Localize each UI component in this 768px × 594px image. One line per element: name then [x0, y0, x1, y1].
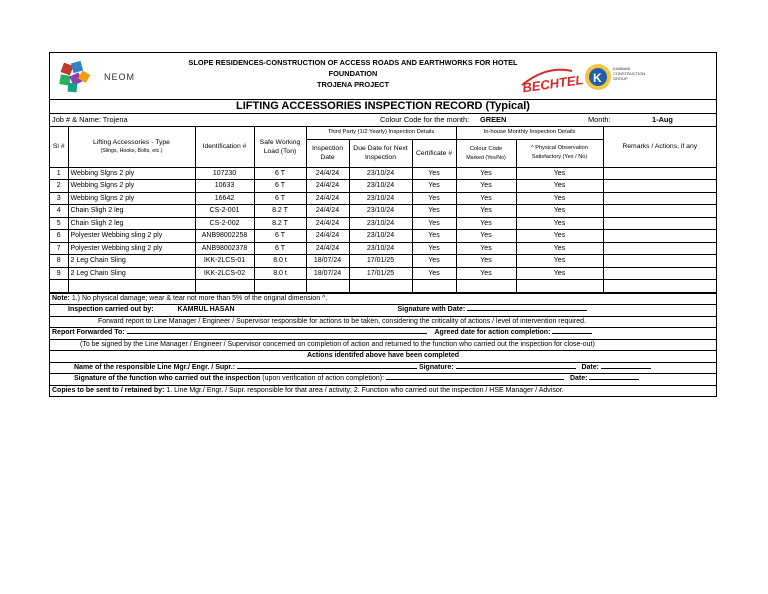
agreed-date-blank — [552, 333, 592, 334]
signed-by-line — [50, 339, 716, 351]
row-colour-code-cell: Yes — [456, 267, 516, 280]
col-header-colour-code-sub: Marked (Yes/No) — [466, 154, 506, 161]
table-row — [50, 267, 716, 280]
inspection-rows — [50, 167, 716, 280]
row-due-date-cell: 17/01/25 — [349, 255, 412, 268]
row-identification-cell: IKK-2LCS-02 — [195, 267, 254, 280]
colour-code-value: GREEN — [480, 115, 507, 124]
inspection-table — [50, 127, 716, 293]
row-inspection-date-cell: 24/4/24 — [306, 205, 349, 218]
row-certificate-cell: Yes — [412, 217, 456, 230]
kabbani-logo — [583, 61, 663, 95]
function-date-label: Date: — [569, 375, 588, 382]
row-due-date-cell: 23/10/24 — [349, 205, 412, 218]
row-swl-cell: 6 T — [254, 180, 306, 193]
row-type-cell: Polyester Webbing sling 2 ply — [68, 230, 195, 243]
row-type-cell: 2 Leg Chain Sling — [68, 255, 195, 268]
col-header-sl: Sl # — [50, 127, 68, 167]
row-physical-cell: Yes — [516, 255, 603, 268]
row-identification-cell: ANB98002378 — [195, 242, 254, 255]
project-line-3: TROJENA PROJECT — [316, 80, 389, 89]
report-forwarded-line — [50, 327, 716, 339]
row-physical-cell: Yes — [516, 205, 603, 218]
table-row — [50, 180, 716, 193]
col-header-inspection-date: Inspection Date — [306, 139, 349, 167]
neom-wordmark: NEOM — [104, 72, 135, 82]
row-inspection-date-cell: 18/07/24 — [306, 255, 349, 268]
job-name: Job # & Name: Trojena — [52, 115, 128, 124]
row-sl-cell: 5 — [50, 217, 68, 230]
col-header-colour-code-label: Colour Code — [469, 145, 503, 152]
row-swl-cell: 6 T — [254, 167, 306, 180]
function-date-blank — [589, 379, 639, 380]
table-row — [50, 167, 716, 180]
row-colour-code-cell: Yes — [456, 192, 516, 205]
col-header-identification: Identification # — [195, 127, 254, 167]
row-sl-cell: 9 — [50, 267, 68, 280]
row-inspection-date-cell: 18/07/24 — [306, 267, 349, 280]
row-remarks-cell — [603, 180, 716, 193]
row-sl-cell: 7 — [50, 242, 68, 255]
svg-text:BECHTEL: BECHTEL — [521, 71, 585, 96]
row-due-date-cell: 23/10/24 — [349, 167, 412, 180]
col-header-remarks: Remarks / Actions, if any — [603, 127, 716, 167]
row-inspection-date-cell: 24/4/24 — [306, 217, 349, 230]
function-signature-blank — [386, 379, 564, 380]
row-inspection-date-cell: 24/4/24 — [306, 167, 349, 180]
row-swl-cell: 6 T — [254, 230, 306, 243]
line-manager-blank — [237, 368, 417, 369]
row-certificate-cell: Yes — [412, 267, 456, 280]
row-colour-code-cell: Yes — [456, 180, 516, 193]
col-header-colour-code — [456, 139, 516, 167]
table-row — [50, 255, 716, 268]
carried-out-value: KAMRUL HASAN — [156, 305, 328, 317]
row-identification-cell: IKK-2LCS-01 — [195, 255, 254, 268]
row-physical-cell: Yes — [516, 180, 603, 193]
row-type-cell: Webbing Slgns 2 ply — [68, 192, 195, 205]
row-certificate-cell: Yes — [412, 242, 456, 255]
row-sl-cell: 6 — [50, 230, 68, 243]
row-remarks-cell — [603, 255, 716, 268]
row-identification-cell: ANB98002258 — [195, 230, 254, 243]
row-certificate-cell: Yes — [412, 167, 456, 180]
month-label: Month: — [588, 115, 611, 124]
row-certificate-cell: Yes — [412, 180, 456, 193]
row-swl-cell: 8.0 t — [254, 255, 306, 268]
row-sl-cell: 1 — [50, 167, 68, 180]
row-swl-cell: 6 T — [254, 242, 306, 255]
row-physical-cell: Yes — [516, 230, 603, 243]
col-header-type-sub: (Slings, Hooks, Bolts, etc.) — [100, 147, 163, 154]
row-colour-code-cell: Yes — [456, 167, 516, 180]
document-footer — [50, 293, 716, 397]
bechtel-logo-icon — [518, 61, 585, 96]
row-inspection-date-cell: 24/4/24 — [306, 180, 349, 193]
row-inspection-date-cell: 24/4/24 — [306, 230, 349, 243]
table-row — [50, 217, 716, 230]
row-swl-cell: 6 T — [254, 192, 306, 205]
row-identification-cell: CS-2-001 — [195, 205, 254, 218]
kabbani-emblem-icon — [583, 61, 613, 93]
row-type-cell: 2 Leg Chain Sling — [68, 267, 195, 280]
copies-label: Copies to be sent to / retained by: — [52, 386, 164, 398]
inspection-record-sheet — [49, 52, 717, 397]
kabbani-wordmark: KABBANI CONSTRUCTION GROUP — [613, 66, 646, 81]
row-due-date-cell: 23/10/24 — [349, 217, 412, 230]
actions-completed-line — [50, 350, 716, 362]
svg-text:K: K — [593, 71, 602, 85]
agreed-date-label: Agreed date for action completion: — [434, 329, 551, 336]
signed-by-text: (To be signed by the Line Manager / Engineer / Supervisor concerned on completion of action and returned to the function who carried out the inspection for close-out) — [80, 340, 595, 348]
row-type-cell: Chain Sligh 2 leg — [68, 217, 195, 230]
row-physical-cell: Yes — [516, 267, 603, 280]
copies-text: 1. Line Mgr./ Engr. / Supr. responsible for that area / activity; 2. Function who carried out the inspection / HSE Manager / Advisor. — [166, 386, 564, 394]
row-inspection-date-cell: 24/4/24 — [306, 242, 349, 255]
function-signature-line — [50, 373, 716, 385]
row-sl-cell: 4 — [50, 205, 68, 218]
record-title: LIFTING ACCESSORIES INSPECTION RECORD (Typical) — [50, 100, 716, 114]
row-sl-cell: 2 — [50, 180, 68, 193]
row-sl-cell: 8 — [50, 255, 68, 268]
row-remarks-cell — [603, 167, 716, 180]
table-row — [50, 192, 716, 205]
month-value: 1-Aug — [652, 115, 673, 124]
col-header-certificate: Certificate # — [412, 139, 456, 167]
carried-out-line — [50, 304, 716, 316]
signature-label: Signature: — [418, 363, 454, 371]
row-identification-cell: CS-2-002 — [195, 217, 254, 230]
signature-with-date-blank — [467, 310, 587, 311]
table-row — [50, 205, 716, 218]
row-due-date-cell: 23/10/24 — [349, 242, 412, 255]
row-remarks-cell — [603, 217, 716, 230]
row-identification-cell: 16642 — [195, 192, 254, 205]
col-header-type-label: Lifting Accessories - Type — [93, 138, 170, 146]
row-identification-cell: 10633 — [195, 180, 254, 193]
line-manager-line — [50, 362, 716, 374]
row-swl-cell: 8.2 T — [254, 205, 306, 218]
col-header-type — [68, 127, 195, 167]
note-line: Note: 1.) No physical damage; wear & tear not more than 5% of the original dimension ^. — [50, 293, 716, 305]
row-due-date-cell: 23/10/24 — [349, 230, 412, 243]
row-due-date-cell: 17/01/25 — [349, 267, 412, 280]
row-type-cell: Polyester Webbing sling 2 ply — [68, 242, 195, 255]
row-physical-cell: Yes — [516, 242, 603, 255]
row-type-cell: Webbing Slgns 2 ply — [68, 180, 195, 193]
table-row — [50, 230, 716, 243]
blank-row — [50, 280, 716, 293]
row-remarks-cell — [603, 230, 716, 243]
col-header-physical: ^ Physical Observation Satisfactory (Yes / No) — [516, 139, 603, 167]
col-header-swl: Safe Working Load (Ton) — [254, 127, 306, 167]
job-info-row — [50, 114, 716, 127]
row-remarks-cell — [603, 205, 716, 218]
neom-emblem-icon — [56, 60, 98, 94]
forward-line — [50, 316, 716, 328]
row-remarks-cell — [603, 242, 716, 255]
neom-logo — [56, 60, 156, 94]
line-manager-date-blank — [601, 368, 651, 369]
row-remarks-cell — [603, 267, 716, 280]
row-certificate-cell: Yes — [412, 255, 456, 268]
report-forwarded-blank — [127, 333, 427, 334]
function-signature-label: Signature of the function who carried out the inspection — [74, 375, 261, 382]
project-line-2: FOUNDATION — [328, 69, 378, 78]
carried-out-label: Inspection carried out by: — [68, 306, 154, 313]
row-physical-cell: Yes — [516, 217, 603, 230]
row-colour-code-cell: Yes — [456, 217, 516, 230]
row-certificate-cell: Yes — [412, 205, 456, 218]
row-type-cell: Chain Sligh 2 leg — [68, 205, 195, 218]
bechtel-logo — [518, 61, 585, 96]
table-row — [50, 242, 716, 255]
col-header-third-party: Third Party (1/2 Yearly) Inspection Details — [306, 127, 456, 139]
row-certificate-cell: Yes — [412, 192, 456, 205]
row-sl-cell: 3 — [50, 192, 68, 205]
copies-line — [50, 385, 716, 397]
colour-code-label: Colour Code for the month: — [380, 115, 470, 124]
row-colour-code-cell: Yes — [456, 230, 516, 243]
row-identification-cell: 107230 — [195, 167, 254, 180]
row-physical-cell: Yes — [516, 167, 603, 180]
actions-completed-text: Actions identifed above have been completed — [306, 352, 460, 359]
row-remarks-cell — [603, 192, 716, 205]
signature-with-date-label: Signature with Date: — [397, 306, 466, 313]
row-due-date-cell: 23/10/24 — [349, 192, 412, 205]
project-line-1: SLOPE RESIDENCES-CONSTRUCTION OF ACCESS ROADS AND EARTHWORKS FOR HOTEL — [188, 58, 518, 67]
forward-text: Forward report to Line Manager / Engineer / Supervisor responsible for actions to be taken, considering the criticality of actions / level of intervention required. — [98, 317, 586, 325]
col-header-due-date: Due Date for Next Inspection — [349, 139, 412, 167]
row-colour-code-cell: Yes — [456, 242, 516, 255]
document-header — [50, 53, 716, 100]
row-certificate-cell: Yes — [412, 230, 456, 243]
row-swl-cell: 8.2 T — [254, 217, 306, 230]
line-manager-label: Name of the responsible Line Mgr./ Engr. / Supr.: — [74, 363, 236, 371]
row-inspection-date-cell: 24/4/24 — [306, 192, 349, 205]
row-colour-code-cell: Yes — [456, 255, 516, 268]
note-body: 1.) No physical damage; wear & tear not more than 5% of the original dimension ^. — [71, 294, 328, 302]
row-colour-code-cell: Yes — [456, 205, 516, 218]
report-forwarded-label: Report Forwarded To: — [52, 329, 125, 336]
project-title — [158, 57, 548, 90]
row-type-cell: Webbing Slgns 2 ply — [68, 167, 195, 180]
row-physical-cell: Yes — [516, 192, 603, 205]
row-swl-cell: 8.0 t — [254, 267, 306, 280]
function-signature-note: (upon verification of action completion): — [262, 375, 385, 382]
line-manager-date-label: Date: — [581, 363, 599, 371]
col-header-inhouse: In-house Monthly Inspection Details — [456, 127, 603, 139]
signature-blank — [456, 368, 576, 369]
row-due-date-cell: 23/10/24 — [349, 180, 412, 193]
